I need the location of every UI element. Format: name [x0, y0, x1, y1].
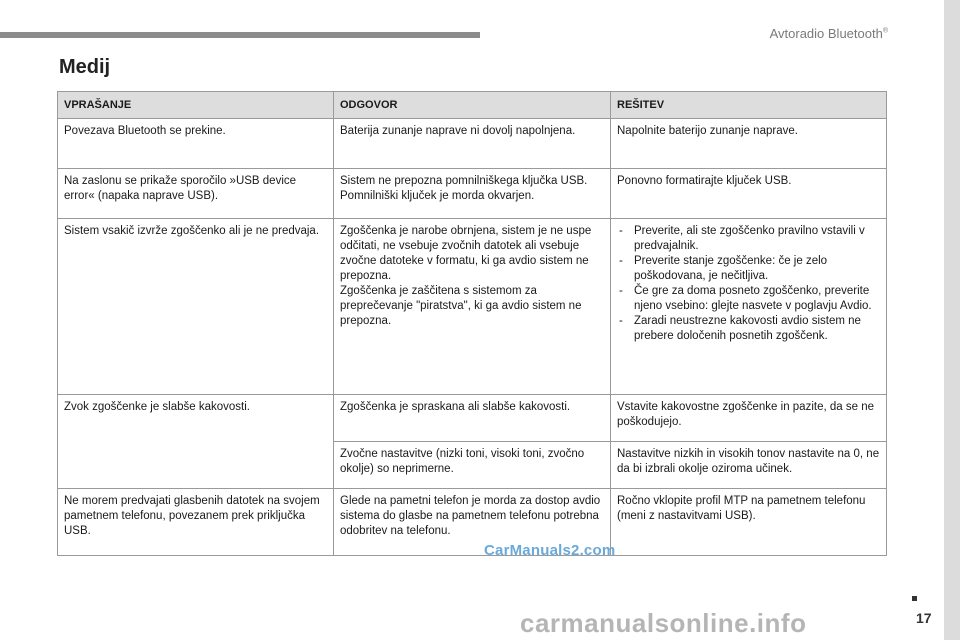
table-header-row [58, 92, 887, 119]
header-divider-bar [0, 32, 480, 38]
solution-list-item: - Zaradi neustrezne kakovosti avdio sistem ne prebere določenih posnetih zgoščenk. [617, 314, 880, 344]
question-cell: Na zaslonu se prikaže sporočilo »USB device error« (napaka naprave USB). [58, 169, 334, 219]
table-row [58, 395, 887, 442]
column-header-solution: REŠITEV [611, 92, 887, 119]
page-edge-strip [944, 0, 960, 640]
question-cell: Povezava Bluetooth se prekine. [58, 119, 334, 169]
page-title: Medij [59, 56, 111, 78]
registered-mark: ® [882, 27, 888, 35]
section-marker-square [912, 596, 917, 601]
table-row [58, 219, 887, 395]
answer-cell: Zgoščenka je narobe obrnjena, sistem je ne uspe odčitati, ne vsebuje zvočnih datotek ali vsebuje zvočne datoteke v formatu, ki ga avdio sistem ne prepozna. Zgoščenka je zaščitena s sistemom za preprečevanje "piratstva", ki ga avdio sistem ne prepozna. [334, 219, 611, 395]
answer-cell: Sistem ne prepozna pomnilniškega ključka USB. Pomnilniški ključek je morda okvarjen. [334, 169, 611, 219]
solution-list [617, 224, 880, 344]
solution-list-item: - Če gre za doma posneto zgoščenko, preverite njeno vsebino: glejte nasvete v poglavju Avdio. [617, 284, 880, 314]
question-cell: Zvok zgoščenke je slabše kakovosti. [58, 395, 334, 489]
troubleshooting-table [57, 91, 887, 556]
table-row [58, 489, 887, 556]
solution-cell: Ročno vklopite profil MTP na pametnem telefonu (meni z nastavitvami USB). [611, 489, 887, 556]
answer-cell: Zvočne nastavitve (nizki toni, visoki toni, zvočno okolje) so neprimerne. [334, 442, 611, 489]
solution-cell [611, 219, 887, 395]
answer-cell: Glede na pametni telefon je morda za dostop avdio sistema do glasbe na pametnem telefonu potrebna odobritev na telefonu. [334, 489, 611, 556]
solution-list-item: - Preverite, ali ste zgoščenko pravilno vstavili v predvajalnik. [617, 224, 880, 254]
answer-cell: Baterija zunanje naprave ni dovolj napolnjena. [334, 119, 611, 169]
section-header [770, 26, 888, 41]
watermark-bottom: carmanualsonline.info [520, 608, 807, 638]
question-cell: Sistem vsakič izvrže zgoščenko ali je ne predvaja. [58, 219, 334, 395]
table-row [58, 169, 887, 219]
question-cell: Ne morem predvajati glasbenih datotek na svojem pametnem telefonu, povezanem prek priključka USB. [58, 489, 334, 556]
table-row [58, 119, 887, 169]
solution-list-item: - Preverite stanje zgoščenke: če je zelo poškodovana, je nečitljiva. [617, 254, 880, 284]
section-title: Avtoradio Bluetooth [769, 26, 883, 41]
solution-cell: Ponovno formatirajte ključek USB. [611, 169, 887, 219]
solution-cell: Nastavitve nizkih in visokih tonov nastavite na 0, ne da bi izbrali okolje oziroma učinek. [611, 442, 887, 489]
column-header-question: VPRAŠANJE [58, 92, 334, 119]
column-header-answer: ODGOVOR [334, 92, 611, 119]
solution-cell: Napolnite baterijo zunanje naprave. [611, 119, 887, 169]
answer-cell: Zgoščenka je spraskana ali slabše kakovosti. [334, 395, 611, 442]
watermark-middle: CarManuals2.com [484, 542, 616, 559]
page-number: 17 [916, 610, 932, 626]
solution-cell: Vstavite kakovostne zgoščenke in pazite, da se ne poškodujejo. [611, 395, 887, 442]
